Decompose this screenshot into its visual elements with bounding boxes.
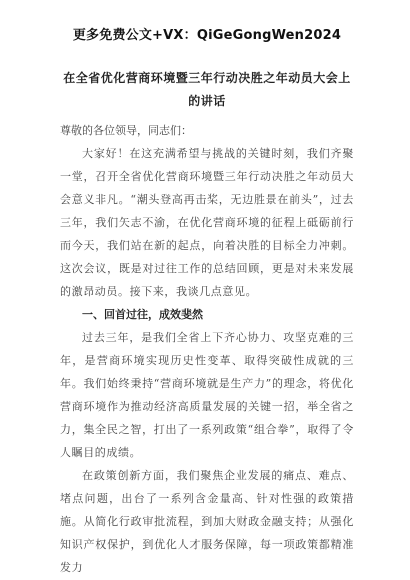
- section-paragraph: 在政策创新方面，我们聚焦企业发展的痛点、难点、堵点问题，出台了一系列含金量高、针对性强的政策措施。从简化行政审批流程，到加大财政金融支持；从强化知识产权保护，到优化人才服务保障，每一项政策都精准发力: [60, 469, 354, 574]
- section-paragraph: 过去三年，是我们全省上下齐心协力、攻坚克难的三年，是营商环境实现历史性变革、取得突破性成就的三年。我们始终秉持“营商环境就是生产力”的理念，将优化营商环境作为推动经济高质量发展的关键一招，举全省之力，集全民之智，打出了一系列政策“组合拳”，取得了令人瞩目的成绩。: [60, 331, 354, 459]
- salutation: 尊敬的各位领导，同志们：: [60, 124, 192, 137]
- section-heading: 一、回首过往，成效斐然: [82, 308, 203, 321]
- intro-paragraph: 大家好！在这充满希望与挑战的关键时刻，我们齐聚一堂，召开全省优化营商环境暨三年行动决胜之年动员大会意义非凡。“潮头登高再击桨，无边胜景在前头”，过去三年，我们矢志不渝，在优化营商环境的征程上砥砺前行而今天，我们站在新的起点，向着决胜的目标全力冲刺。这次会议，既是对过往工作的总结回顾，更是对未来发展的激昂动员。接下来，我谈几点意见。: [60, 147, 354, 298]
- header-watermark-text: 更多免费公文+VX：QiGeGongWen2024: [72, 28, 342, 43]
- document-title: 在全省优化营商环境暨三年行动决胜之年动员大会上的讲话: [63, 71, 351, 108]
